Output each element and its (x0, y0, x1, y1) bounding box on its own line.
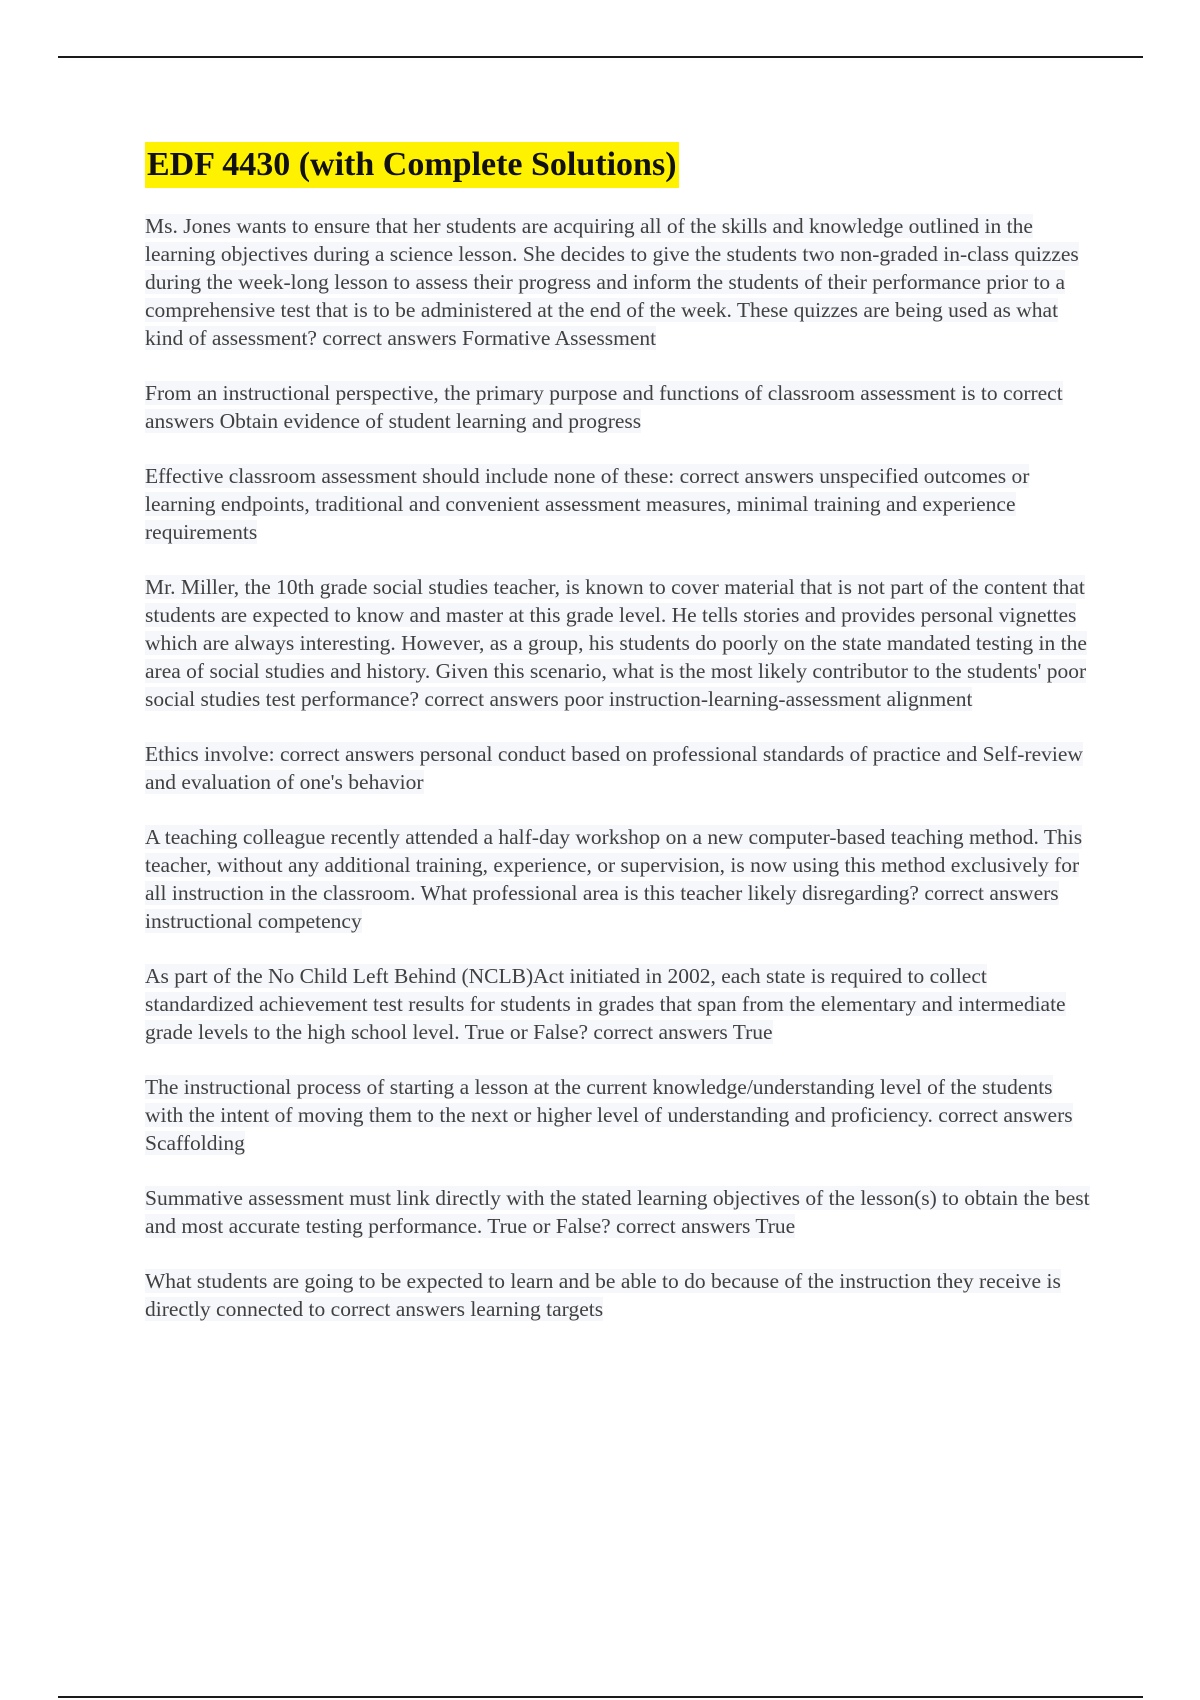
qa-item-text: Mr. Miller, the 10th grade social studies teacher, is known to cover material that is not part of the content that students are expected to know and master at this grade level. He tells stories and provides personal vignettes which are always interesting. However, as a group, his students do poorly on the state mandated testing in the area of social studies and history. Given this scenario, what is the most likely contributor to the students' poor social studies test performance? correct answers poor instruction-learning-assessment alignment (145, 575, 1087, 711)
qa-item-text: Ms. Jones wants to ensure that her students are acquiring all of the skills and knowledge outlined in the learning objectives during a science lesson. She decides to give the students two non-graded in-class quizzes during the week-long lesson to assess their progress and inform the students of their performance prior to a comprehensive test that is to be administered at the end of the week. These quizzes are being used as what kind of assessment? correct answers Formative Assessment (145, 214, 1079, 350)
qa-item-text: The instructional process of starting a lesson at the current knowledge/understanding level of the students with the intent of moving them to the next or higher level of understanding and proficiency. correct answers Scaffolding (145, 1075, 1073, 1155)
qa-item (145, 1073, 1090, 1157)
document-body (145, 142, 1090, 1350)
qa-item (145, 823, 1090, 935)
qa-item (145, 1184, 1090, 1240)
qa-item-text: Summative assessment must link directly with the stated learning objectives of the lesson(s) to obtain the best and most accurate testing performance. True or False? correct answers True (145, 1186, 1090, 1238)
qa-item-text: Ethics involve: correct answers personal conduct based on professional standards of practice and Self-review and evaluation of one's behavior (145, 742, 1083, 794)
qa-item-text: A teaching colleague recently attended a half-day workshop on a new computer-based teaching method. This teacher, without any additional training, experience, or supervision, is now using this method exclusively for all instruction in the classroom. What professional area is this teacher likely disregarding? correct answers instructional competency (145, 825, 1083, 933)
qa-item-text: What students are going to be expected to learn and be able to do because of the instruction they receive is directly connected to correct answers learning targets (145, 1269, 1061, 1321)
header-rule (58, 56, 1143, 58)
qa-item (145, 462, 1090, 546)
document-title: EDF 4430 (with Complete Solutions) (145, 142, 679, 188)
qa-item (145, 379, 1090, 435)
qa-item (145, 1267, 1090, 1323)
qa-item-text: As part of the No Child Left Behind (NCLB)Act initiated in 2002, each state is required to collect standardized achievement test results for students in grades that span from the elementary and intermediate grade levels to the high school level. True or False? correct answers True (145, 964, 1066, 1044)
qa-item (145, 573, 1090, 713)
footer-rule (58, 1696, 1143, 1698)
qa-item (145, 740, 1090, 796)
qa-item (145, 212, 1090, 352)
qa-item-text: Effective classroom assessment should include none of these: correct answers unspecified outcomes or learning endpoints, traditional and convenient assessment measures, minimal training and experience requirements (145, 464, 1030, 544)
qa-item (145, 962, 1090, 1046)
qa-item-text: From an instructional perspective, the primary purpose and functions of classroom assessment is to correct answers Obtain evidence of student learning and progress (145, 381, 1063, 433)
